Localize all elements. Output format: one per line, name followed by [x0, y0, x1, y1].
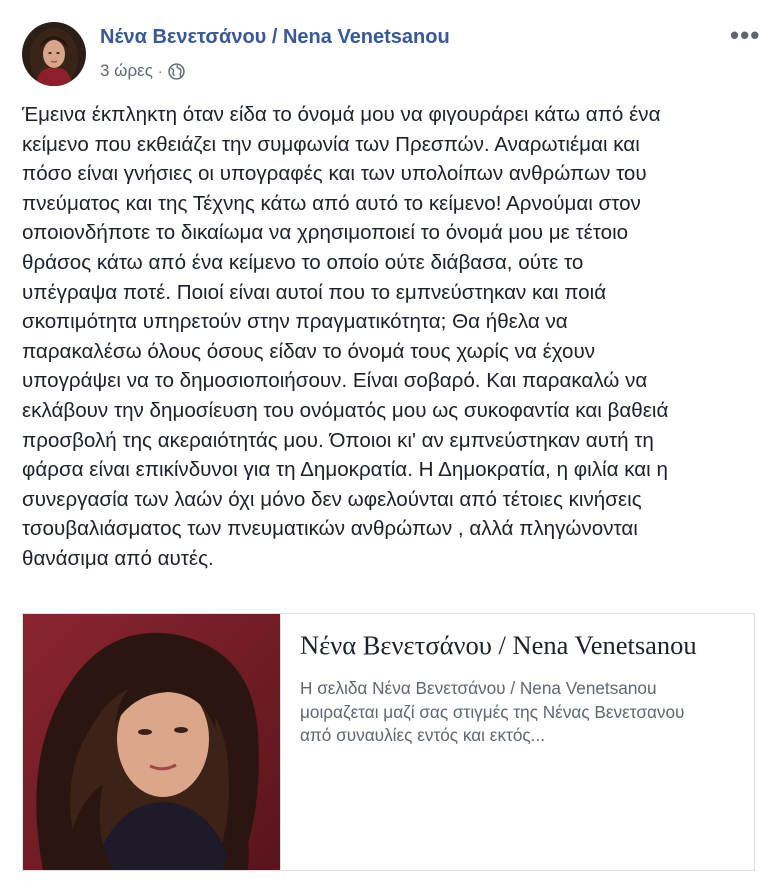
link-preview-description: Η σελιδα Νένα Βενετσάνου / Nena Venetsanou μοιραζεται μαζί σας στιγμές της Νένας Βενετσανου από συναυλίες εντός και εκτός... [300, 678, 685, 745]
more-options-button[interactable]: ••• [730, 20, 761, 50]
link-preview-image[interactable] [23, 614, 280, 870]
link-preview-body[interactable] [280, 614, 754, 870]
post-meta [100, 61, 185, 81]
post-timestamp[interactable]: 3 ώρες [100, 61, 153, 80]
post-author-name[interactable]: Νένα Βενετσάνου / Nena Venetsanou [100, 26, 450, 48]
post-body-text: Έμεινα έκπληκτη όταν είδα το όνομά μου να φιγουράρει κάτω από ένα κείμενο που εκθειάζει την συμφωνία των Πρεσπών. Αναρωτιέμαι και πόσο είναι γνήσιες οι υπογραφές και των υπολοίπων ανθρώπων του πνεύματος και της Τέχνης κάτω από αυτό το κείμενο! Αρνούμαι στον οποιονδήποτε το δικαίωμα να χρησιμοποιεί το όνομά μου με τέτοιο θράσος κάτω από ένα κείμενο το οποίο ούτε διάβασα, ούτε το υπέγραψα ποτέ. Ποιοί είναι αυτοί που το εμπνεύστηκαν και ποιά σκοπιμότητα υπηρετούν στην πραγματικότητα; Θα ήθελα να παρακαλέσω όλους όσους είδαν το όνομά τους χωρίς να έχουν υπογράψει να το δημοσιοποιήσουν. Είναι σοβαρό. Και παρακαλώ να εκλάβουν την δημοσίευση του ονόματός μου ως συκοφαντία και βαθειά προσβολή της ακεραιότητάς μου. Όποιοι κι' αν εμπνεύστηκαν αυτή τη φάρσα είναι επικίνδυνοι για τη Δημοκρατία. Η Δημοκρατία, η φιλία και η συνεργασία των λαών όχι μόνο δεν ωφελούνται από τέτοιες κινήσεις τσουβαλιάσματος των πνευματικών ανθρώπων , αλλά πληγώνονται θανάσιμα από αυτές. [22, 103, 669, 570]
globe-icon[interactable] [168, 63, 185, 80]
author-avatar[interactable] [22, 22, 86, 86]
link-preview-card[interactable] [22, 613, 755, 871]
link-preview-title[interactable]: Νένα Βενετσάνου / Nena Venetsanou [300, 630, 697, 660]
meta-separator: · [157, 63, 163, 79]
avatar-image [22, 22, 86, 86]
